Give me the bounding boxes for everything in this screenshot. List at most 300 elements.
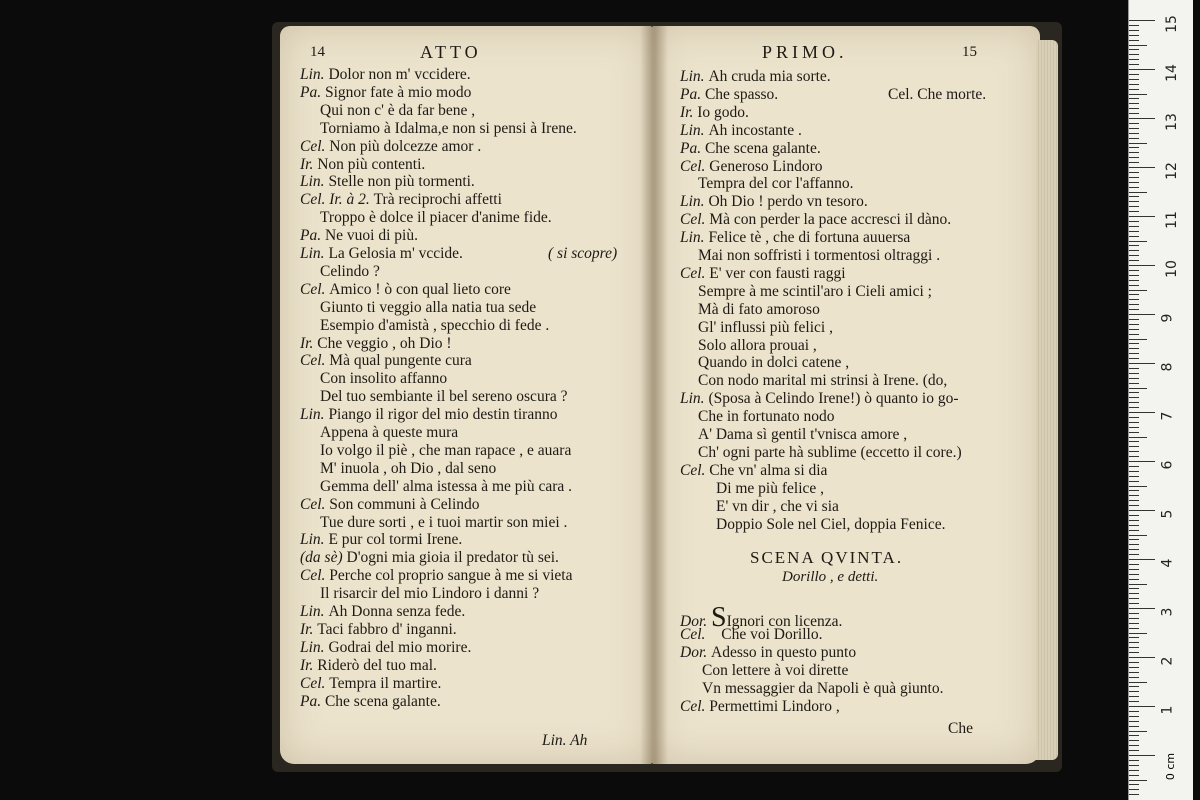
ruler-tick (1129, 103, 1139, 104)
speaker-label: Dor. (680, 644, 712, 662)
ruler-tick (1129, 535, 1147, 536)
ruler-tick (1129, 94, 1147, 95)
ruler-tick (1129, 789, 1139, 790)
ruler-tick (1129, 740, 1139, 741)
speaker-label: Cel. (680, 211, 710, 229)
ruler-tick (1129, 187, 1139, 188)
text-line (698, 337, 817, 355)
text-line (300, 406, 557, 424)
ruler-tick (1129, 613, 1139, 614)
ruler-number: 12 (1163, 162, 1180, 180)
text-line (680, 462, 827, 480)
line-text: Torniamo à Idalma,e non si pensi à Irene. (320, 119, 577, 137)
line-text: E' ver con fausti raggi (709, 264, 846, 282)
ruler-tick (1129, 309, 1139, 310)
line-text: Riderò del tuo mal. (317, 656, 437, 674)
line-text: Amico ! ò con qual lieto core (329, 280, 511, 298)
ruler-tick (1129, 623, 1139, 624)
speaker-label: Lin. (680, 229, 709, 247)
text-line (320, 388, 568, 406)
ruler-tick (1129, 133, 1139, 134)
ruler-tick (1129, 682, 1147, 683)
line-text: Con insolito affanno (320, 370, 448, 388)
text-line (300, 191, 502, 209)
line-text: Che veggio , oh Dio ! (317, 334, 452, 352)
line-text: E pur col tormi Irene. (328, 531, 463, 549)
measuring-ruler (1128, 0, 1193, 800)
ruler-tick (1129, 84, 1139, 85)
ruler-tick (1129, 45, 1147, 46)
line-text: Che spasso. (704, 85, 779, 103)
line-text: Tempra il martire. (329, 674, 442, 692)
ruler-tick (1129, 343, 1139, 344)
line-text: La Gelosia m' vccide. (328, 245, 463, 262)
line-text: Ignori con licenza. (726, 612, 843, 630)
ruler-tick (1129, 255, 1139, 256)
ruler-tick (1129, 363, 1155, 364)
line-text: Piango il rigor del mio destin tiranno (328, 406, 558, 424)
text-line (680, 229, 910, 247)
text-line (300, 496, 480, 514)
left-page (280, 26, 652, 764)
ruler-tick (1129, 500, 1139, 501)
speaker-label: Pa. (300, 692, 325, 710)
ruler-tick (1129, 275, 1139, 276)
speaker-label: Pa. (680, 85, 705, 103)
ruler-tick (1129, 515, 1139, 516)
text-line (680, 265, 846, 283)
text-line (680, 140, 821, 158)
speaker-label: Lin. (680, 68, 709, 85)
line-text: Vn messaggier da Napoli è quà giunto. (702, 680, 944, 698)
ruler-tick (1129, 530, 1139, 531)
line-text: Ah Donna senza fede. (328, 603, 466, 620)
text-line (300, 245, 463, 263)
ruler-tick (1129, 172, 1139, 173)
text-line (320, 460, 496, 478)
ruler-tick (1129, 495, 1139, 496)
ruler-tick (1129, 290, 1147, 291)
line-text: Che voi Dorillo. (721, 626, 823, 644)
ruler-tick (1129, 584, 1147, 585)
line-text: Adesso in questo punto (711, 644, 857, 662)
speaker-label: Lin. (680, 390, 709, 408)
ruler-number: 3 (1159, 607, 1176, 617)
text-line (300, 227, 418, 245)
ruler-tick (1129, 637, 1139, 638)
line-text: Troppo è dolce il piacer d'anime fide. (320, 209, 552, 227)
line-text: Che vn' alma si dia (709, 461, 828, 479)
speaker-label: Ir. (680, 103, 698, 121)
ruler-tick (1129, 245, 1139, 246)
drop-cap: S (711, 601, 727, 633)
ruler-tick (1129, 564, 1139, 565)
ruler-tick (1129, 54, 1139, 55)
ruler-tick (1129, 211, 1139, 212)
speaker-label: Lin. (300, 531, 329, 549)
text-line (680, 158, 823, 176)
ruler-tick (1129, 677, 1139, 678)
stage-direction: ( si scopre) (548, 245, 618, 262)
ruler-tick (1129, 162, 1139, 163)
ruler-tick (1129, 260, 1139, 261)
ruler-tick (1129, 353, 1139, 354)
ruler-tick (1129, 147, 1139, 148)
ruler-tick (1129, 373, 1139, 374)
line-text: Ne vuoi di più. (324, 227, 418, 245)
ruler-tick (1129, 686, 1139, 687)
text-line (680, 193, 868, 211)
catchword: Che (948, 719, 973, 737)
ruler-tick (1129, 368, 1139, 369)
speaker-label: Cel. (300, 495, 330, 513)
line-text: A' Dama sì gentil t'vnisca amore , (698, 426, 908, 443)
speaker-label: Lin. (300, 406, 329, 424)
ruler-tick (1129, 691, 1139, 692)
line-text: Con lettere à voi dirette (702, 662, 849, 680)
ruler-number: 5 (1159, 509, 1176, 519)
speaker-label: Pa. (300, 83, 325, 101)
line-text: Sempre à me scintil'aro i Cieli amici ; (698, 282, 932, 300)
ruler-tick (1129, 618, 1139, 619)
ruler-tick (1129, 775, 1139, 776)
line-text: Gemma dell' alma istessa à me più cara . (320, 477, 572, 495)
text-line (680, 680, 943, 698)
line-text: Taci fabbro d' inganni. (317, 620, 457, 638)
line-text: Quando in dolci catene , (698, 354, 850, 372)
ruler-tick (1129, 579, 1139, 580)
speaker-label: Lin. (300, 603, 329, 620)
ruler-tick (1129, 765, 1139, 766)
text-line (300, 84, 471, 102)
ruler-tick (1129, 721, 1139, 722)
ruler-tick (1129, 299, 1139, 300)
ruler-tick (1129, 74, 1139, 75)
ruler-number: 11 (1163, 211, 1180, 229)
ruler-tick (1129, 544, 1139, 545)
ruler-tick (1129, 441, 1139, 442)
line-text: Ah cruda mia sorte. (708, 68, 831, 85)
ruler-tick (1129, 324, 1139, 325)
text-line (698, 426, 907, 444)
ruler-tick (1129, 588, 1139, 589)
ruler-number: 2 (1159, 656, 1176, 666)
ruler-tick (1129, 456, 1139, 457)
speaker-label: Ir. (300, 155, 318, 173)
ruler-tick (1129, 108, 1139, 109)
ruler-tick (1129, 633, 1147, 634)
ruler-tick (1129, 383, 1139, 384)
speaker-label: Ir. (300, 334, 318, 352)
ruler-tick (1129, 569, 1139, 570)
ruler-tick (1129, 701, 1139, 702)
ruler-tick (1129, 647, 1139, 648)
ruler-tick (1129, 574, 1139, 575)
ruler-tick (1129, 98, 1139, 99)
ruler-tick (1129, 182, 1139, 183)
ruler-tick (1129, 598, 1139, 599)
ruler-tick (1129, 270, 1139, 271)
text-line (320, 263, 380, 281)
ruler-tick (1129, 711, 1139, 712)
line-text: Esempio d'amistà , specchio di fede . (320, 316, 550, 334)
speaker-label: Lin. (300, 173, 329, 191)
ruler-tick (1129, 716, 1139, 717)
ruler-tick (1129, 388, 1147, 389)
line-text: Ch' ogni parte hà sublime (eccetto il core.) (698, 443, 962, 461)
ruler-tick (1129, 294, 1139, 295)
ruler-tick (1129, 794, 1139, 795)
text-line (300, 531, 462, 549)
text-line (680, 104, 749, 122)
speaker-label: Cel. (300, 674, 330, 692)
text-line (320, 102, 475, 120)
line-text: Di me più felice , (716, 479, 825, 497)
line-text: Io godo. (697, 103, 749, 121)
text-line (320, 442, 571, 460)
line-text: Mai non soffristi i tormentosi oltraggi . (698, 247, 941, 264)
line-text: Che scena galante. (324, 692, 441, 710)
ruler-tick (1129, 432, 1139, 433)
speaker-label: Cel. Ir. à 2. (300, 191, 374, 209)
ruler-tick (1129, 603, 1139, 604)
line-text: Permettimi Lindoro , (709, 698, 840, 716)
ruler-number: 13 (1163, 113, 1180, 131)
text-line (716, 516, 945, 534)
ruler-tick (1129, 696, 1139, 697)
ruler-tick (1129, 280, 1139, 281)
line-text: Dolor non m' vccidere. (328, 66, 471, 83)
ruler-tick (1129, 461, 1155, 462)
line-text: Mà qual pungente cura (329, 352, 472, 370)
ruler-tick (1129, 466, 1139, 467)
ruler-tick (1129, 780, 1147, 781)
page-edges (1036, 40, 1058, 760)
line-text: Che in fortunato nodo (698, 408, 835, 426)
ruler-tick (1129, 358, 1139, 359)
ruler-tick (1129, 334, 1139, 335)
ruler-tick (1129, 113, 1139, 114)
ruler-tick (1129, 490, 1139, 491)
ruler-tick (1129, 348, 1139, 349)
line-text: Trà reciprochi affetti (373, 191, 502, 209)
ruler-tick (1129, 177, 1139, 178)
ruler-tick (1129, 593, 1139, 594)
line-text: Ah incostante . (708, 121, 802, 139)
line-text: Mà di fato amoroso (698, 300, 820, 318)
speaker-label: (da sè) (300, 549, 347, 567)
ruler-tick (1129, 642, 1139, 643)
text-line (680, 644, 856, 662)
ruler-tick (1129, 167, 1155, 168)
ruler-tick (1129, 89, 1139, 90)
speaker-label: Pa. (680, 139, 705, 157)
text-line (698, 283, 932, 301)
ruler-tick (1129, 206, 1139, 207)
text-line (320, 424, 458, 442)
ruler-tick (1129, 329, 1139, 330)
line-text: Appena à queste mura (320, 424, 459, 441)
ruler-tick (1129, 407, 1139, 408)
speaker-label: Lin. (680, 121, 709, 139)
text-line (300, 639, 471, 657)
ruler-tick (1129, 35, 1139, 36)
ruler-tick (1129, 486, 1147, 487)
line-text: Con nodo marital mi strinsi à Irene. (do, (698, 372, 948, 390)
line-text: Felice tè , che di fortuna auuersa (708, 229, 911, 247)
ruler-tick (1129, 510, 1155, 511)
ruler-tick (1129, 745, 1139, 746)
line-text: Celindo ? (320, 262, 380, 280)
speaker-label: Lin. (300, 638, 329, 656)
right-page (652, 26, 1040, 764)
ruler-number: 15 (1163, 15, 1180, 33)
ruler-tick (1129, 123, 1139, 124)
line-text: M' inuola , oh Dio , dal seno (320, 459, 497, 477)
ruler-number: 8 (1159, 362, 1176, 372)
page-number: 14 (310, 44, 325, 60)
ruler-tick (1129, 554, 1139, 555)
ruler-tick (1129, 20, 1155, 21)
scene-cast: Dorillo , e detti. (782, 569, 879, 586)
text-line (698, 408, 834, 426)
ruler-tick (1129, 49, 1139, 50)
ruler-tick (1129, 662, 1139, 663)
line-text: Gl' influssi più felici , (698, 318, 833, 336)
text-line (680, 86, 778, 104)
line-text: Non più contenti. (317, 155, 426, 173)
ruler-tick (1129, 755, 1155, 756)
ruler-tick (1129, 241, 1147, 242)
line-text: Solo allora prouai , (698, 336, 817, 354)
scene-title: SCENA QVINTA. (750, 547, 904, 567)
ruler-tick (1129, 339, 1147, 340)
ruler-tick (1129, 657, 1155, 658)
ruler-tick (1129, 750, 1139, 751)
ruler-tick (1129, 770, 1139, 771)
ruler-number: 7 (1159, 411, 1176, 421)
ruler-tick (1129, 392, 1139, 393)
ruler-tick (1129, 216, 1155, 217)
ruler-tick (1129, 265, 1155, 266)
speaker-label: Cel. (680, 626, 710, 644)
text-line (300, 173, 475, 191)
ruler-tick (1129, 476, 1139, 477)
speaker-label: Cel. (680, 157, 710, 175)
speaker-label: Lin. (300, 245, 329, 262)
ruler-number: 9 (1159, 313, 1176, 323)
ruler-tick (1129, 69, 1155, 70)
ruler-number: 14 (1163, 64, 1180, 82)
line-text: Son communi à Celindo (329, 495, 480, 513)
speaker-label: Cel. (680, 698, 710, 716)
line-text: Tempra del cor l'affanno. (698, 175, 854, 193)
ruler-tick (1129, 525, 1139, 526)
text-line (680, 390, 959, 408)
ruler-tick (1129, 451, 1139, 452)
ruler-tick (1129, 784, 1139, 785)
speaker-label: Cel. (300, 352, 330, 370)
speaker-label: Cel. (300, 137, 330, 155)
text-line (680, 68, 831, 86)
line-text: Che scena galante. (704, 139, 821, 157)
ruler-tick (1129, 285, 1139, 286)
line-text: Mà con perder la pace accresci il dàno. (709, 211, 952, 229)
speaker-label: Lin. (300, 66, 329, 83)
line-text: Oh Dio ! perdo vn tesoro. (708, 193, 868, 211)
ruler-tick (1129, 608, 1155, 609)
running-header: ATTO (420, 42, 482, 62)
ruler-number: 10 (1163, 260, 1180, 278)
ruler-tick (1129, 378, 1139, 379)
text-line (300, 621, 457, 639)
ruler-tick (1129, 667, 1139, 668)
speaker-label: Cel. (300, 280, 330, 298)
line-text: Non più dolcezze amor . (329, 137, 482, 155)
text-line (698, 247, 940, 265)
line-text: Il risarcir del mio Lindoro i danni ? (320, 585, 540, 603)
text-line (698, 319, 833, 337)
ruler-tick (1129, 304, 1139, 305)
ruler-tick (1129, 402, 1139, 403)
speaker-label: Lin. (680, 193, 709, 211)
line-text: Tue dure sorti , e i tuoi martir son miei . (320, 513, 568, 531)
ruler-tick (1129, 138, 1139, 139)
ruler-tick (1129, 152, 1139, 153)
text-line (300, 657, 437, 675)
ruler-number: 6 (1159, 460, 1176, 470)
text-line (300, 549, 559, 567)
text-line (698, 354, 849, 372)
running-header: PRIMO. (762, 42, 848, 62)
ruler-tick (1129, 236, 1139, 237)
ruler-tick (1129, 397, 1139, 398)
ruler-number: 1 (1159, 705, 1176, 715)
text-line (698, 301, 820, 319)
text-line (300, 567, 572, 585)
text-line (300, 352, 472, 370)
line-text: Signor fate à mio modo (324, 83, 472, 101)
text-line (320, 299, 536, 317)
catchword: Lin. Ah (542, 731, 588, 749)
ruler-tick (1129, 505, 1139, 506)
ruler-tick (1129, 446, 1139, 447)
aside-line: Cel. Che morte. (888, 85, 987, 103)
ruler-tick (1129, 226, 1139, 227)
text-line (320, 478, 572, 496)
ruler-number: 4 (1159, 558, 1176, 568)
text-line (320, 370, 447, 388)
text-line (716, 498, 839, 516)
text-line (300, 335, 452, 353)
line-text: Del tuo sembiante il bel sereno oscura ? (320, 388, 568, 406)
speaker-label: Cel. (680, 264, 710, 282)
ruler-tick (1129, 672, 1139, 673)
text-line (320, 514, 567, 532)
ruler-tick (1129, 735, 1139, 736)
line-text: Generoso Lindoro (709, 157, 823, 175)
text-line (680, 211, 951, 229)
ruler-tick (1129, 628, 1139, 629)
ruler-tick (1129, 427, 1139, 428)
line-text: Godrai del mio morire. (328, 638, 472, 656)
ruler-tick (1129, 417, 1139, 418)
ruler-tick (1129, 731, 1147, 732)
text-line (320, 585, 539, 603)
text-line (320, 120, 577, 138)
speaker-label: Cel. (300, 567, 330, 585)
ruler-tick (1129, 25, 1139, 26)
